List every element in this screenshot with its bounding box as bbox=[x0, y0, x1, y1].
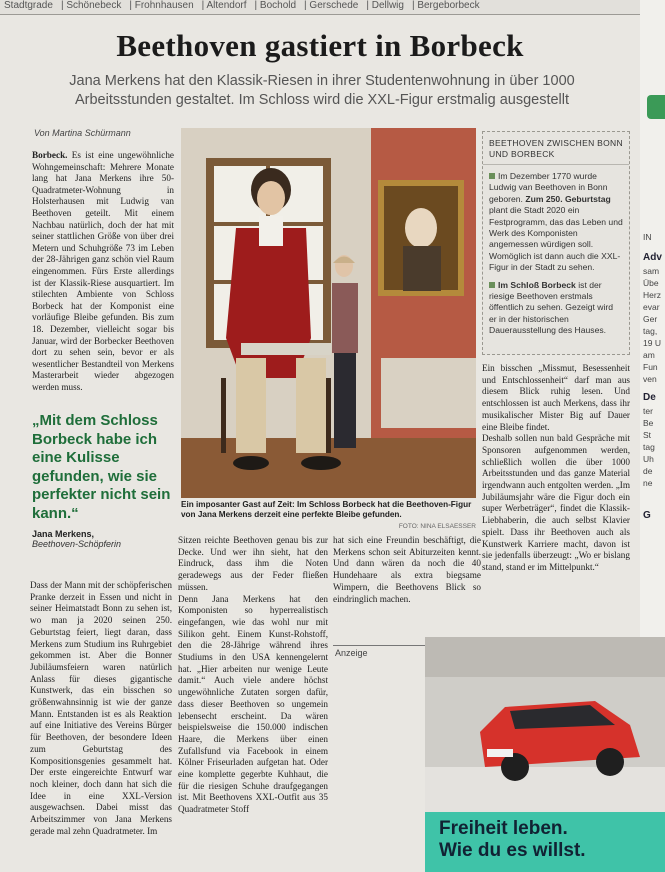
column-3-text: hat sich eine Freundin beschäftigt, die Merkens schon seit Abiturzeiten kennt. Und dann wären da noch die 40 Hundehaare als extra biegsame Wimpern, die Beethovens Blick so eindringlich machen. bbox=[333, 535, 481, 604]
adjacent-text-fragment: G bbox=[643, 510, 651, 521]
pull-quote-name: Jana Merkens, bbox=[32, 529, 95, 539]
caption-text: Ein imposanter Gast auf Zeit: Im Schloss Borbeck hat die Beethoven-Figur von Jana Merkens derzeit eine perfekte Bleibe gefunden. bbox=[181, 500, 472, 519]
adjacent-text-fragment: Be bbox=[643, 418, 654, 428]
ad-car-image bbox=[425, 637, 665, 812]
adjacent-text-fragment: De bbox=[643, 392, 656, 403]
dateline: Borbeck. bbox=[32, 150, 68, 160]
nav-item: | Altendorf bbox=[201, 0, 247, 11]
adjacent-text-fragment: sam bbox=[643, 266, 660, 276]
info-box-title: BEETHOVEN ZWISCHEN BONN UND BORBECK bbox=[483, 132, 629, 165]
adjacent-text-fragment: ven bbox=[643, 374, 657, 384]
column-4-text: Ein bisschen „Missmut, Besessenheit und Entschlossenheit“ darf man aus diesem Blick ruhig lesen. Und entschlossen ist auch Merkens, dass ihr musikalischer Mister Big auf Dauer eine Bleibe findet. Deshalb sollen nun bald Gespräche mit Sponsoren aufgenommen werden, schließlich wollen die über 1000 Arbeitsstunden und das ganze Material irgendwann auch entgolten werden. „Im Jubiläumsjahr wäre die Figur doch ein super Werbeträger“, findet die Klassik-Liebhaberin, die auch selbst Klavier spielt. Dass ihr Beethoven auch als Kunstwerk Karriere macht, davon ist sie jedenfalls überzeugt: „Wo er bislang stand, stand er im Mittelpunkt.“ bbox=[482, 363, 630, 572]
nav-item: Stadtgrade bbox=[4, 0, 53, 11]
info-box-paragraph-1: Im Dezember 1770 wurde Ludwig van Beethoven in Bonn geboren. Zum 250. Geburtstag plant die Stadt 2020 ein Festprogramm, das das Leben und Werk des Komponisten angemessen würdigen soll. Womöglich ist dann auch die XXL-Figur in der Stadt zu sehen. bbox=[489, 171, 623, 273]
column-1-text bbox=[32, 150, 174, 393]
adjacent-text-fragment: tag, bbox=[643, 326, 658, 336]
ad-banner bbox=[425, 812, 665, 872]
adjacent-text-fragment: ter bbox=[643, 406, 653, 416]
nav-item: | Schönebeck bbox=[60, 0, 122, 11]
adjacent-text-fragment: de bbox=[643, 466, 653, 476]
section-nav bbox=[0, 0, 665, 15]
adjacent-text-fragment: Fun bbox=[643, 362, 658, 372]
article-subheadline: Jana Merkens hat den Klassik-Riesen in ihrer Studentenwohnung in über 1000 Arbeitsstunden gestaltet. Im Schloss wird die XXL-Figur erstmalig ausgestellt bbox=[69, 73, 575, 108]
advertisement bbox=[425, 637, 665, 872]
adjacent-text-fragment: Ger bbox=[643, 314, 658, 324]
ad-headline-1: Freiheit leben. bbox=[439, 818, 568, 839]
pull-quote-role: Beethoven-Schöpferin bbox=[32, 539, 122, 549]
adjacent-text-fragment: tag bbox=[643, 442, 655, 452]
ad-label: Anzeige bbox=[335, 648, 368, 658]
red-coat bbox=[226, 228, 311, 378]
adjacent-text-fragment: IN bbox=[643, 232, 652, 242]
adjacent-text-fragment: ne bbox=[643, 478, 653, 488]
pull-quote bbox=[32, 412, 180, 549]
ad-headline-2: Wie du es willst. bbox=[439, 840, 586, 861]
info-box bbox=[482, 131, 630, 355]
photo-illustration bbox=[181, 128, 476, 498]
bullet-square-icon bbox=[489, 282, 495, 288]
adjacent-text-fragment: evar bbox=[643, 302, 660, 312]
article-photo bbox=[181, 128, 476, 498]
article-headline: Beethoven gastiert in Borbeck bbox=[116, 28, 524, 63]
column-1-continued: Dass der Mann mit der schöpferischen Pranke derzeit in Essen und nicht in seiner Heimatstadt Bonn zu sehen ist, wo man ja 2020 seinen 250. Geburtstag feiert, liegt daran, dass Merkens zum Studium ins Ruhrgebiet gekommen ist. Aber die Bonner Jubiläumsfeiern waren natürlich Anlass für dieses gigantische Kunstwerk, das ein bisschen so größenwahnsinnig ist wie der ganze Mann. Entstanden ist es als Reaktion auf eine Initiative des Vereins Bürger für Beethoven, der besondere Ideen zum Geburtstag des Kompositionsgenies gesammelt hat. Der erste eingereichte Entwurf war noch kleiner, doch dann hat sich die Idee in eine XXL-Version ausgewachsen. Dabei misst das Arbeitszimmer von Jana Merkens gerade mal zehn Quadratmeter. Im bbox=[30, 580, 172, 836]
photo-caption bbox=[181, 500, 476, 532]
adjacent-text-fragment: Übe bbox=[643, 278, 659, 288]
adjacent-text-fragment: St bbox=[643, 430, 652, 440]
bullet-square-icon bbox=[489, 173, 495, 179]
photo-credit: FOTO: NINA ELSAESSER bbox=[398, 523, 476, 530]
nav-item: | Bochold bbox=[254, 0, 297, 11]
column-1-body: Es ist eine ungewöhnliche Wohngemeinschaft: Mehrere Monate lang hat Jana Merkens ihre 50-Quadratmeter-Wohnung in Holsterhausen mit Ludwig van Beethoven geteilt. Mit einem Nachbau natürlich, doch der hat mit seiner stattlichen Größe von über drei Metern und Schuhgröße 73 im Leben der 28-Jährigen ganz schön viel Raum eingenommen. Fürs Erste allerdings ist der Klassik-Riese ausquartiert. Im stilechten Ambiente von Schloss Borbeck hat der Komponist eine vorläufige Bleibe gefunden. Bis zum 18. Dezember, vielleicht sogar bis Januar, wird der Borbecker Beethoven dort zu sehen sein, bevor er als wesentlicher Bestandteil von Merkens Masterarbeit wieder abgezogen werden muss. bbox=[32, 150, 174, 392]
nav-item: | Bergeborbeck bbox=[411, 0, 480, 11]
info-box-paragraph-2: Im Schloß Borbeck ist der riesige Beethoven erstmals öffentlich zu sehen. Gezeigt wird er in der historischen Dauerausstellung des Hauses. bbox=[489, 279, 614, 336]
column-2-text: Sitzen reichte Beethoven genau bis zur Decke. Und wer ihn sieht, hat den Eindruck, dass ihm die Noten geradewegs aus der Feder fließen müssen. Denn Jana Merkens hat den Komponisten so hyperrealistisch eingefangen, wie das wohl nur mit Silikon geht. Einem Kunst-Rohstoff, den die 28-Jährige während ihres Studiums in den USA kennengelernt hat. „Hier arbeiten nur wenige Leute damit.“ Auch viele andere höchst ungewöhnliche Zutaten sorgen dafür, dass dieser Beethoven so ungemein lebensecht erscheint. Da wären beispielsweise die 150.000 indischen Haare, die Merkens über einen Zufallsfund via Facebook in einem Kölner Friseurladen aufgetan hat. Oder eine komplette gegerbte Kuhhaut, die für die riesigen Schuhe draufgegangen ist. Mit Beethovens XXL-Outfit aus 35 Quadratmeter Stoff bbox=[178, 535, 328, 815]
adjacent-text-fragment: 19 U bbox=[643, 338, 661, 348]
adjacent-text-fragment: Uh bbox=[643, 454, 654, 464]
adjacent-text-fragment: am bbox=[643, 350, 655, 360]
pull-quote-text: „Mit dem Schloss Borbeck habe ich eine Kulisse gefunden, wie sie perfekter nicht sein kann.“ bbox=[32, 412, 171, 522]
adjacent-text-fragment: Herz bbox=[643, 290, 661, 300]
adjacent-text-fragment: Adv bbox=[643, 252, 662, 263]
byline: Von Martina Schürmann bbox=[34, 128, 131, 138]
adjacent-green-marker bbox=[647, 95, 665, 119]
nav-item: | Gerschede bbox=[304, 0, 359, 11]
nav-item: | Dellwig bbox=[366, 0, 404, 11]
nav-item: | Frohnhausen bbox=[129, 0, 194, 11]
